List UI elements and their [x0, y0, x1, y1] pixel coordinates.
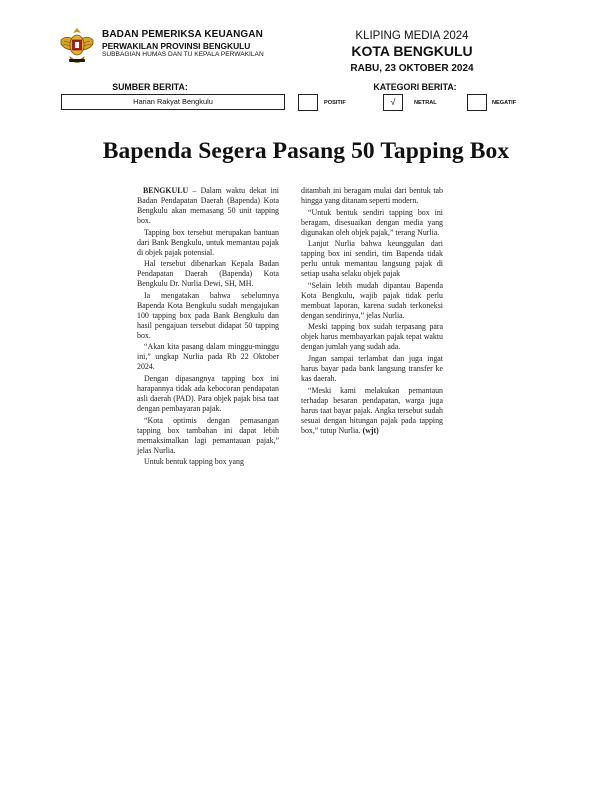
bpk-logo — [58, 26, 96, 66]
source-value-box: Harian Rakyat Bengkulu — [61, 94, 285, 110]
org-name: BADAN PEMERIKSA KEUANGAN — [102, 29, 263, 40]
article-paragraph: ditambah ini beragam mulai dari bentuk tab hingga yang ditanam seperti modern. — [301, 186, 443, 205]
article-column-right — [301, 186, 443, 437]
article-paragraph: “Kota optimis dengan pemasangan tapping box tambahan ini dapat lebih memaksimalkan lagi pemantauan pajak,” jelas Nurlia. — [137, 415, 279, 455]
positive-checkbox — [298, 94, 318, 111]
org-subtitle-province: PERWAKILAN PROVINSI BENGKULU — [102, 41, 251, 51]
article-paragraph — [137, 186, 279, 226]
article-paragraph: Lanjut Nurlia bahwa keunggulan dari tapping box ini sendiri, tim Bapenda tidak perlu untuk memantau langsung pajak di setiap usaha selaku objek pajak — [301, 239, 443, 279]
article-column-left — [137, 186, 279, 469]
neutral-label: NETRAL — [414, 100, 437, 106]
article-paragraph: Untuk bentuk tapping box yang — [144, 457, 244, 467]
positive-label: POSITIF — [324, 100, 346, 106]
publication-date: RABU, 23 OKTOBER 2024 — [350, 63, 474, 74]
article-headline: Bapenda Segera Pasang 50 Tapping Box — [102, 138, 510, 164]
article-paragraph: Hal tersebut dibenarkan Kepala Badan Pendapatan Daerah (Bapenda) Kota Bengkulu Dr. Nurlia Dewi, SH, MH. — [137, 259, 279, 289]
lead-text: – Dalam waktu dekat ini Badan Pendapatan Daerah (Bapenda) Kota Bengkulu akan memasang 50 unit tapping box. — [137, 186, 279, 225]
negative-checkbox — [467, 94, 487, 111]
city-title: KOTA BENGKULU — [351, 43, 473, 59]
category-label: KATEGORI BERITA: — [373, 82, 457, 92]
article-paragraph: Jngan sampai terlambat dan juga ingat harus bayar pada bank langsung transfer ke kas daerah. — [301, 353, 443, 383]
article-paragraph: Meski tapping box sudah terpasang para objek harus membayarkan pajak tepat waktu dengan jumlah yang sudah ada. — [301, 322, 443, 352]
neutral-checkbox: √ — [383, 94, 403, 111]
article-paragraph: “Akan kita pasang dalam minggu-minggu ini,” ungkap Nurlia pada Rb 22 Oktober 2024. — [137, 342, 279, 372]
article-paragraph: Ia mengatakan bahwa sebelumnya Bapenda Kota Bengkulu sudah mengajukan 100 tapping box pada Bank Bengkulu dan hasil pengajuan tersebut didapat 50 tapping box. — [137, 290, 279, 340]
author-signature: (wjt) — [362, 425, 379, 435]
dateline: BENGKULU — [143, 186, 189, 195]
source-label: SUMBER BERITA: — [112, 82, 188, 92]
article-paragraph: “Untuk bentuk sendiri tapping box ini beragam, disesuaikan dengan media yang digunakan oleh objek pajak,” terang Nurlia. — [301, 207, 443, 237]
article-paragraph — [301, 386, 443, 436]
closing-text: “Meski kami melakukan pemantaun terhadap besaran pendapatan, warga juga harus taat bayar pajak. Angka tersebut sudah sesuai dengan hitungan pajak pada tapping box,” tutup Nurlia. — [301, 385, 443, 435]
kliping-title: KLIPING MEDIA 2024 — [355, 30, 469, 42]
article-paragraph: Tapping box tersebut merupakan bantuan dari Bank Bengkulu, untuk memantau pajak di objek pajak potensial. — [137, 227, 279, 257]
garuda-emblem-icon — [58, 26, 96, 66]
org-subtitle-division: SUBBAGIAN HUMAS DAN TU KEPALA PERWAKILAN — [102, 51, 264, 58]
article-paragraph: Dengan dipasangnya tapping box ini harapannya tidak ada kebocoran pendapatan asli daerah (PAD). Para objek pajak bisa taat dengan pembayaran pajak. — [137, 373, 279, 413]
negative-label: NEGATIF — [492, 100, 517, 106]
article-paragraph: “Selain lebih mudah dipantau Bapenda Kota Bengkulu, wajib pajak tidak perlu membuat laporan, karena sudah terkoneksi dengan sendirinya,” jelas Nurlia. — [301, 280, 443, 320]
